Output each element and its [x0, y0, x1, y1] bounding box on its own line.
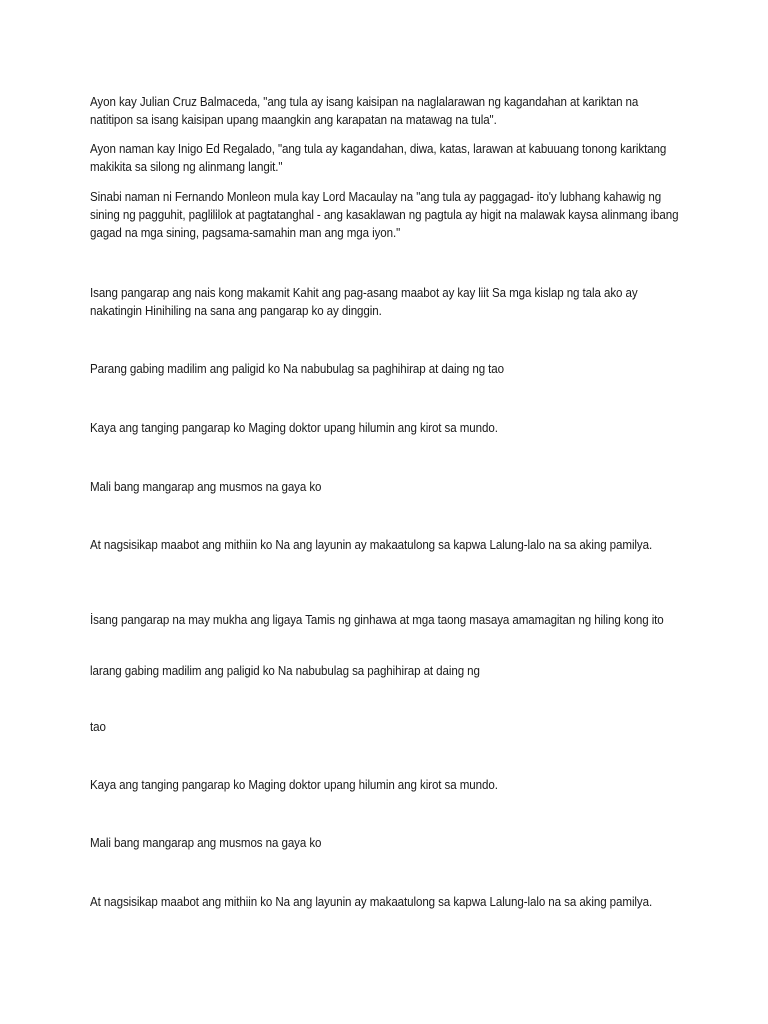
poem-line-doktor-repeat: Kaya ang tanging pangarap ko Maging doktor upang hilumin ang kirot sa mundo. — [90, 778, 498, 792]
poem-stanza-1: Isang pangarap ang nais kong makamit Kahit ang pag-asang maabot ay kay liit Sa mga kislap ng tala ako ay nakatingin Hinihiling na sana ang pangarap ko ay dinggin. — [90, 286, 638, 318]
poem-line-doktor: Kaya ang tanging pangarap ko Maging doktor upang hilumin ang kirot sa mundo. — [90, 421, 498, 435]
poem-line-musmos-repeat: Mali bang mangarap ang musmos na gaya ko — [90, 836, 322, 850]
poem-stanza-mithiin: At nagsisikap maabot ang mithiin ko Na ang layunin ay makaatulong sa kapwa Lalung-lalo na sa aking pamilya. — [90, 538, 653, 552]
poem-line-musmos: Mali bang mangarap ang musmos na gaya ko — [90, 480, 322, 494]
poem-line-madilim: Parang gabing madilim ang paligid ko Na nabubulag sa paghihirap at daing ng tao — [90, 362, 505, 376]
paragraph-monleon-definition: Sinabi naman ni Fernando Monleon mula kay Lord Macaulay na "ang tula ay paggagad- ito'y lubhang kahawig ng sining ng pagguhit, paglililok at pagtatanghal - ang kasaklawan ng pagtula ay higit na malawak kaysa alinmang ibang gagad na mga sining, pagsama-samahin man ang mga iyon." — [90, 190, 679, 240]
poem-stanza-mithiin-repeat: At nagsisikap maabot ang mithiin ko Na ang layunin ay makaatulong sa kapwa Lalung-lalo na sa aking pamilya. — [90, 895, 653, 909]
paragraph-balmaceda-definition: Ayon kay Julian Cruz Balmaceda, "ang tula ay isang kaisipan na naglalarawan ng kagandahan at kariktan na natitipon sa isang kaisipan upang maangkin ang karapatan na matawag na tula". — [90, 95, 639, 127]
paragraph-regalado-definition: Ayon naman kay Inigo Ed Regalado, "ang tula ay kagandahan, diwa, katas, larawan at kabuuang tonong kariktang makikita sa silong ng alinmang langit." — [90, 142, 667, 174]
poem-line-tao: tao — [90, 720, 106, 734]
poem-stanza-ligaya: İsang pangarap na may mukha ang ligaya Tamis ng ginhawa at mga taong masaya amamagitan ng hiling kong ito — [90, 613, 664, 627]
poem-line-madilim-repeat: larang gabing madilim ang paligid ko Na nabubulag sa paghihirap at daing ng — [90, 664, 480, 678]
